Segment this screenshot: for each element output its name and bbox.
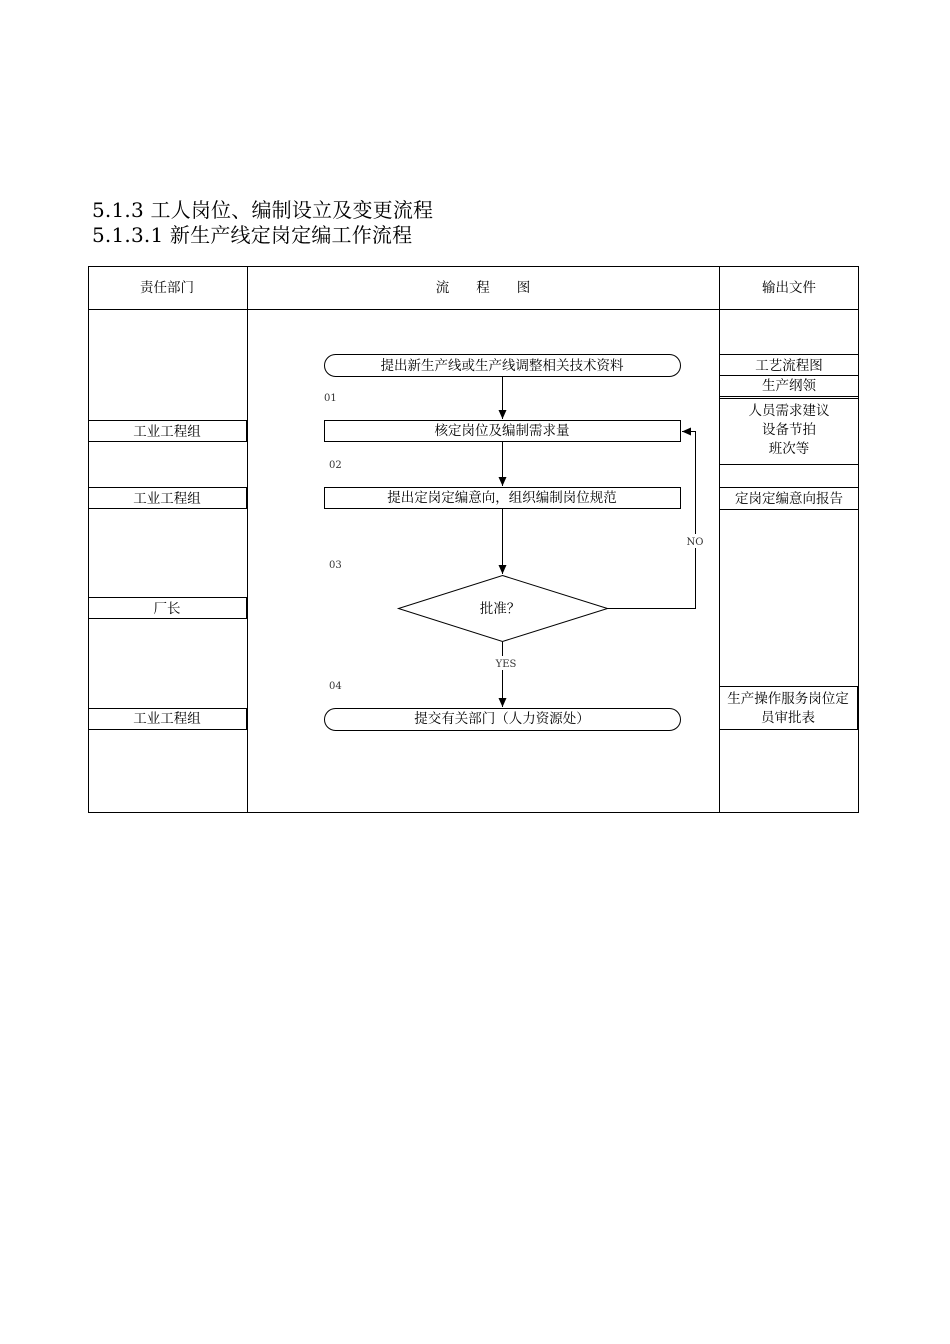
flow-start-terminator [325,355,681,377]
flow-decision-diamond [399,576,608,642]
flow-start-label: 提出新生产线或生产线调整相关技术资料 [380,358,624,374]
output-doc-box [720,376,859,397]
department-box [89,709,247,730]
output-doc-label: 设备节拍 [762,422,816,438]
output-doc-label: 生产纲领 [762,378,816,394]
no-label: NO [686,537,704,548]
header-dept: 责任部门 [140,280,194,296]
flow-decision-label: 批准？ [479,601,521,617]
header-flowchart: 流 程 图 [435,280,531,296]
output-doc-box [720,687,858,730]
department-box [89,488,247,509]
department-label: 工业工程组 [133,424,201,440]
output-doc-label: 定岗定编意向报告 [735,491,843,507]
step-number: 01 [324,393,337,404]
flow-no-loop-arrow [608,432,696,609]
step-number: 04 [329,681,342,692]
subsection-heading: 5.1.3.1 新生产线定岗定编工作流程 [92,223,413,247]
department-box [89,421,247,442]
flow-process-step1 [325,421,681,442]
department-box [89,598,247,619]
output-doc-label: 班次等 [768,441,810,457]
department-label: 厂长 [153,601,181,617]
flow-end-label: 提交有关部门（人力资源处） [414,711,590,727]
flow-process-step2 [325,488,681,509]
flow-end-terminator [325,709,681,731]
step-number: 02 [329,460,342,471]
section-heading: 5.1.3 工人岗位、编制设立及变更流程 [92,198,434,222]
step-number: 03 [329,560,342,571]
output-doc-box [720,399,859,465]
output-doc-box [720,355,859,376]
department-label: 工业工程组 [133,711,201,727]
yes-label: YES [495,659,517,670]
output-doc-label: 生产操作服务岗位定 [727,691,849,707]
header-output: 输出文件 [762,280,816,296]
output-doc-label: 工艺流程图 [755,358,823,374]
output-doc-label: 员审批表 [761,710,815,726]
output-doc-label: 人员需求建议 [748,403,830,419]
output-doc-box [720,488,859,510]
department-label: 工业工程组 [133,491,201,507]
flow-step2-label: 提出定岗定编意向，组织编制岗位规范 [387,490,617,506]
flow-step1-label: 核定岗位及编制需求量 [434,423,570,439]
